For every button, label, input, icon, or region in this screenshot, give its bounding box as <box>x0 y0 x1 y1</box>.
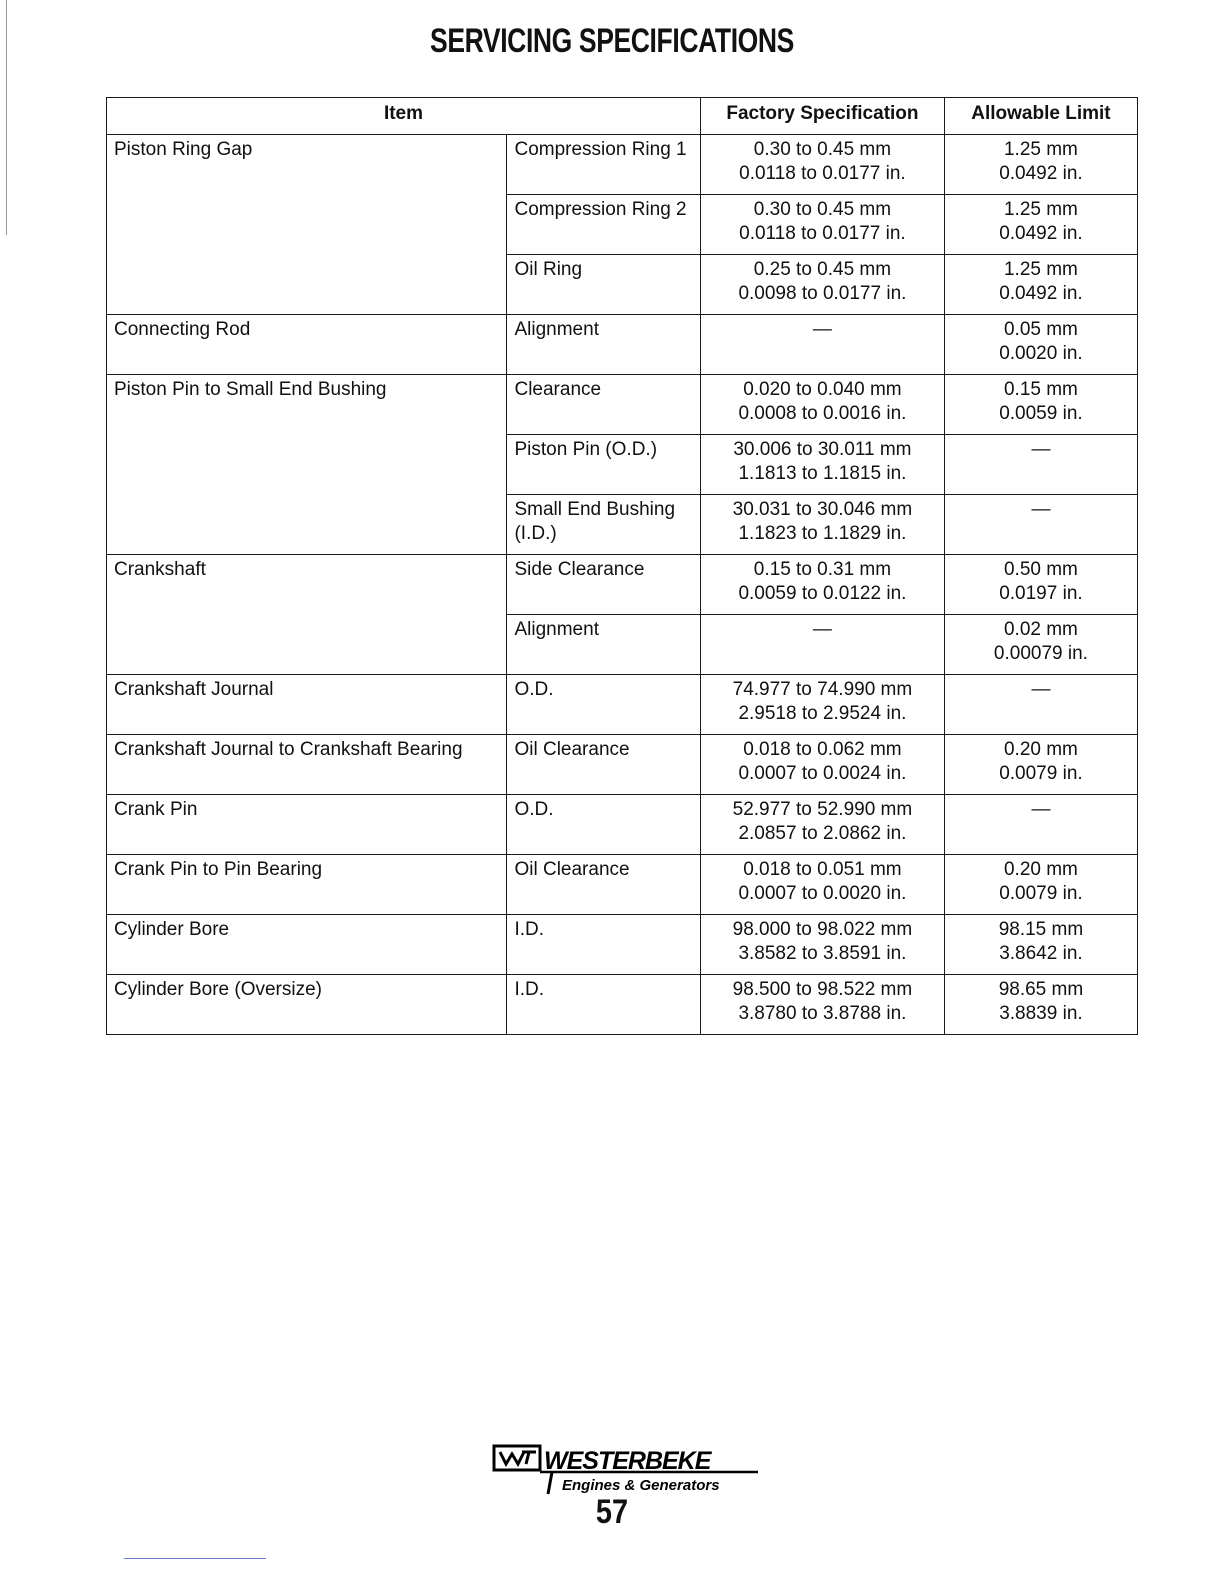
scan-edge-line <box>6 0 7 235</box>
table-row <box>107 915 1138 975</box>
header-factory-specification: Factory Specification <box>700 98 944 135</box>
value-metric: 0.018 to 0.051 mm <box>743 859 902 880</box>
value-metric: 0.30 to 0.45 mm <box>753 139 892 160</box>
value-imperial: 0.0079 in. <box>999 883 1083 904</box>
cell-allowable-limit <box>944 795 1137 855</box>
cell-item: Cylinder Bore <box>107 915 507 975</box>
value-imperial: 0.0059 in. <box>999 403 1083 424</box>
cell-sub-item: I.D. <box>507 975 701 1035</box>
cell-allowable-limit <box>944 735 1137 795</box>
value-metric: 0.05 mm <box>1003 319 1078 340</box>
cell-sub-item: Clearance <box>507 375 701 435</box>
table-row <box>107 675 1138 735</box>
value-metric: 0.02 mm <box>1003 619 1078 640</box>
value-metric: 30.031 to 30.046 mm <box>732 499 913 520</box>
table-body <box>107 135 1138 1035</box>
cell-factory-specification <box>700 555 944 615</box>
value-imperial: 0.0118 to 0.0177 in. <box>739 163 906 184</box>
value-metric: 98.000 to 98.022 mm <box>732 919 913 940</box>
value-imperial: 0.0079 in. <box>999 763 1083 784</box>
value-metric: 0.018 to 0.062 mm <box>743 739 902 760</box>
value-metric: 1.25 mm <box>1003 199 1078 220</box>
value-imperial: 0.00079 in. <box>993 643 1088 664</box>
cell-allowable-limit <box>944 495 1137 555</box>
cell-factory-specification <box>700 735 944 795</box>
value-metric: 0.50 mm <box>1003 559 1078 580</box>
westerbeke-logo <box>492 1432 762 1498</box>
dash-value: — <box>1031 499 1051 520</box>
cell-sub-item: Compression Ring 2 <box>507 195 701 255</box>
cell-allowable-limit <box>944 855 1137 915</box>
dash-value: — <box>812 319 832 340</box>
table-row <box>107 735 1138 795</box>
cell-factory-specification <box>700 795 944 855</box>
cell-factory-specification <box>700 915 944 975</box>
cell-item: Piston Ring Gap <box>107 135 507 315</box>
cell-allowable-limit <box>944 975 1137 1035</box>
value-imperial: 2.0857 to 2.0862 in. <box>738 823 907 844</box>
cell-sub-item: Alignment <box>507 315 701 375</box>
cell-allowable-limit <box>944 615 1137 675</box>
cell-allowable-limit <box>944 555 1137 615</box>
dash-value: — <box>812 619 832 640</box>
cell-factory-specification <box>700 975 944 1035</box>
value-imperial: 3.8839 in. <box>999 1003 1083 1024</box>
cell-factory-specification <box>700 315 944 375</box>
value-imperial: 2.9518 to 2.9524 in. <box>738 703 907 724</box>
value-imperial: 3.8582 to 3.8591 in. <box>738 943 907 964</box>
value-imperial: 0.0007 to 0.0020 in. <box>738 883 907 904</box>
cell-sub-item: I.D. <box>507 915 701 975</box>
value-imperial: 0.0059 to 0.0122 in. <box>738 583 907 604</box>
value-metric: 30.006 to 30.011 mm <box>733 439 912 460</box>
cell-allowable-limit <box>944 915 1137 975</box>
value-metric: 52.977 to 52.990 mm <box>732 799 913 820</box>
value-imperial: 0.0118 to 0.0177 in. <box>739 223 906 244</box>
table-row <box>107 855 1138 915</box>
value-imperial: 0.0008 to 0.0016 in. <box>738 403 907 424</box>
cell-sub-item: Side Clearance <box>507 555 701 615</box>
cell-item: Cylinder Bore (Oversize) <box>107 975 507 1035</box>
value-metric: 0.15 to 0.31 mm <box>753 559 892 580</box>
cell-factory-specification <box>700 495 944 555</box>
value-metric: 0.15 mm <box>1003 379 1078 400</box>
value-imperial: 0.0098 to 0.0177 in. <box>738 283 907 304</box>
table-row <box>107 315 1138 375</box>
value-imperial: 0.0020 in. <box>999 343 1083 364</box>
cell-factory-specification <box>700 615 944 675</box>
value-imperial: 0.0197 in. <box>999 583 1083 604</box>
value-metric: 0.30 to 0.45 mm <box>753 199 892 220</box>
value-metric: 98.65 mm <box>998 979 1084 1000</box>
table-row <box>107 975 1138 1035</box>
cell-sub-item: O.D. <box>507 675 701 735</box>
cell-item: Crankshaft Journal to Crankshaft Bearing <box>107 735 507 795</box>
table-row <box>107 555 1138 615</box>
value-metric: 98.15 mm <box>998 919 1084 940</box>
cell-factory-specification <box>700 435 944 495</box>
dash-value: — <box>1031 799 1051 820</box>
brand-tagline: Engines & Generators <box>562 1477 720 1494</box>
cell-item: Piston Pin to Small End Bushing <box>107 375 507 555</box>
value-metric: 0.25 to 0.45 mm <box>753 259 892 280</box>
cell-sub-item: O.D. <box>507 795 701 855</box>
cell-factory-specification <box>700 675 944 735</box>
page-title: SERVICING SPECIFICATIONS <box>430 22 794 60</box>
value-metric: 0.20 mm <box>1003 739 1078 760</box>
value-imperial: 3.8642 in. <box>999 943 1083 964</box>
cell-factory-specification <box>700 195 944 255</box>
value-metric: 1.25 mm <box>1003 259 1078 280</box>
value-imperial: 0.0007 to 0.0024 in. <box>738 763 907 784</box>
cell-factory-specification <box>700 255 944 315</box>
page-number: 57 <box>595 1493 629 1531</box>
cell-sub-item: Piston Pin (O.D.) <box>507 435 701 495</box>
cell-allowable-limit <box>944 375 1137 435</box>
table-row <box>107 135 1138 195</box>
value-metric: 74.977 to 74.990 mm <box>732 679 913 700</box>
value-imperial: 1.1813 to 1.1815 in. <box>738 463 907 484</box>
header-item: Item <box>107 98 701 135</box>
cell-item: Crankshaft Journal <box>107 675 507 735</box>
cell-sub-item: Oil Clearance <box>507 855 701 915</box>
cell-sub-item: Small End Bushing (I.D.) <box>507 495 701 555</box>
cell-allowable-limit <box>944 435 1137 495</box>
value-imperial: 0.0492 in. <box>999 223 1083 244</box>
cell-sub-item: Alignment <box>507 615 701 675</box>
value-metric: 0.020 to 0.040 mm <box>743 379 902 400</box>
table-row <box>107 795 1138 855</box>
table-header-row <box>107 98 1138 135</box>
cell-factory-specification <box>700 855 944 915</box>
dash-value: — <box>1031 439 1051 460</box>
value-imperial: 0.0492 in. <box>999 163 1083 184</box>
value-imperial: 0.0492 in. <box>999 283 1083 304</box>
cell-item: Crank Pin <box>107 795 507 855</box>
dash-value: — <box>1031 679 1051 700</box>
cell-allowable-limit <box>944 195 1137 255</box>
value-metric: 1.25 mm <box>1003 139 1078 160</box>
brand-name: WESTERBEKE <box>544 1447 711 1475</box>
cell-item: Crank Pin to Pin Bearing <box>107 855 507 915</box>
header-allowable-limit: Allowable Limit <box>944 98 1137 135</box>
cell-allowable-limit <box>944 675 1137 735</box>
cell-factory-specification <box>700 135 944 195</box>
cell-factory-specification <box>700 375 944 435</box>
cell-item: Crankshaft <box>107 555 507 675</box>
cell-allowable-limit <box>944 135 1137 195</box>
value-metric: 98.500 to 98.522 mm <box>732 979 913 1000</box>
specifications-table <box>106 97 1138 1035</box>
cell-allowable-limit <box>944 255 1137 315</box>
scan-artifact-line <box>124 1558 266 1559</box>
cell-allowable-limit <box>944 315 1137 375</box>
cell-item: Connecting Rod <box>107 315 507 375</box>
value-imperial: 3.8780 to 3.8788 in. <box>738 1003 907 1024</box>
cell-sub-item: Compression Ring 1 <box>507 135 701 195</box>
value-metric: 0.20 mm <box>1003 859 1078 880</box>
cell-sub-item: Oil Ring <box>507 255 701 315</box>
value-imperial: 1.1823 to 1.1829 in. <box>738 523 907 544</box>
table-row <box>107 375 1138 435</box>
cell-sub-item: Oil Clearance <box>507 735 701 795</box>
